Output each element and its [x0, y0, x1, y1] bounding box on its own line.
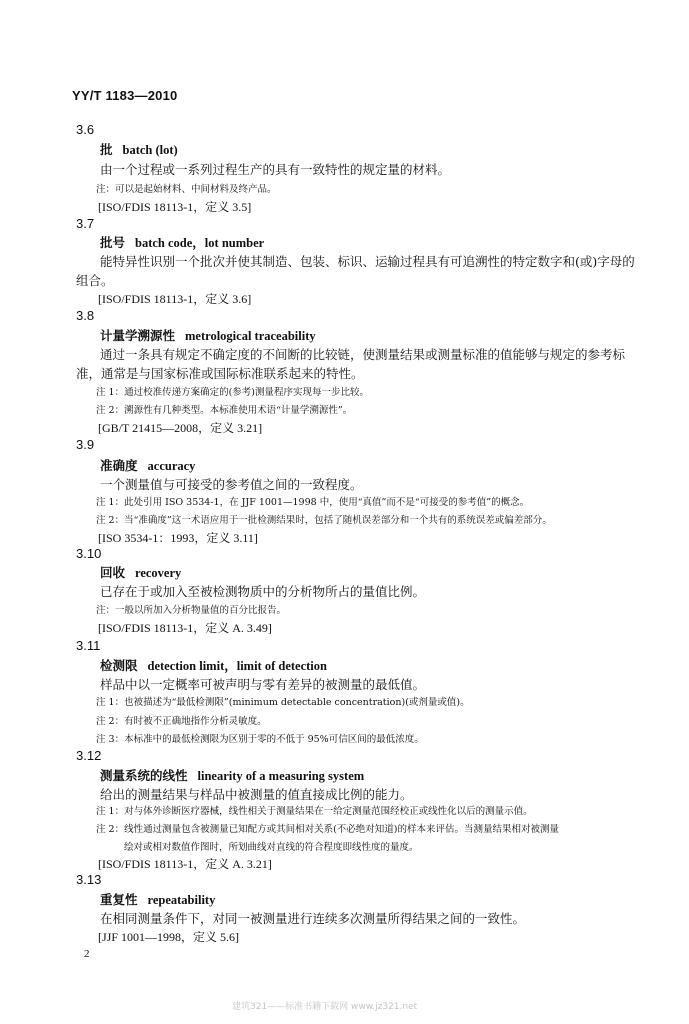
term-cn: 重复性	[100, 892, 138, 907]
definition-line: 组合。	[76, 273, 114, 288]
entry-term	[100, 766, 364, 784]
entry-term	[100, 233, 264, 251]
term-en: batch code，lot number	[135, 236, 265, 250]
entry-number: 3.9	[76, 437, 95, 452]
note-line: 注 2：当“准确度”这一术语应用于一批检测结果时，包括了随机误差部分和一个共有的系统误差或偏差部分。	[96, 515, 552, 526]
reference-line: [ISO/FDIS 18113-1，定义 3.6]	[98, 292, 252, 306]
term-cn: 批	[100, 142, 113, 157]
entry-term	[100, 563, 181, 581]
entry-number: 3.11	[76, 638, 101, 653]
term-en: metrological traceability	[185, 329, 316, 343]
entry-number: 3.12	[76, 748, 102, 763]
definition-line: 通过一条具有规定不确定度的不间断的比较链，使测量结果或测量标准的值能够与规定的参考标	[100, 347, 626, 362]
term-en: repeatability	[147, 893, 216, 907]
note-line: 注：可以是起始材料、中间材料及终产品。	[96, 184, 277, 195]
entry-term	[100, 140, 178, 158]
definition-line: 在相同测量条件下，对同一被测量进行连续多次测量所得结果之间的一致性。	[100, 911, 526, 926]
term-cn: 检测限	[100, 658, 138, 673]
watermark: 建筑321——标准书籍下载网 www.jz321.net	[232, 1002, 418, 1012]
definition-line: 由一个过程或一系列过程生产的具有一致特性的规定量的材料。	[100, 162, 451, 177]
entry-term	[100, 326, 316, 344]
definition-line: 一个测量值与可接受的参考值之间的一致程度。	[100, 477, 363, 492]
reference-line: [ISO/FDIS 18113-1，定义 A. 3.49]	[98, 621, 272, 635]
note-line: 注 1：通过校准传递方案确定的(参考)测量程序实现每一步比较。	[96, 387, 369, 398]
reference-line: [ISO/FDIS 18113-1，定义 A. 3.21]	[98, 857, 272, 871]
definition-line: 准，通常是与国家标准或国际标准联系起来的特性。	[76, 366, 364, 381]
reference-line: [ISO/FDIS 18113-1，定义 3.5]	[98, 200, 252, 214]
entry-term	[100, 656, 327, 674]
term-en: recovery	[135, 566, 182, 580]
standard-number: YY/T 1183—2010	[72, 88, 178, 103]
entry-number: 3.8	[76, 308, 95, 323]
term-cn: 准确度	[100, 458, 138, 473]
entry-term	[100, 890, 215, 908]
entry-number: 3.10	[76, 546, 102, 561]
term-en: accuracy	[147, 459, 196, 473]
term-en: detection limit，limit of detection	[147, 659, 327, 673]
entry-number: 3.6	[76, 122, 95, 137]
reference-line: [GB/T 21415—2008，定义 3.21]	[98, 421, 263, 435]
note-line: 注 1：对与体外诊断医疗器械，线性相关于测量结果在一给定测量范围经校正或线性化以后的测量示值。	[96, 806, 533, 817]
note-line: 注 2：有时被不正确地指作分析灵敏度。	[96, 716, 267, 727]
entry-term	[100, 456, 195, 474]
definition-line: 样品中以一定概率可被声明与零有差异的被测量的最低值。	[100, 677, 426, 692]
term-en: batch (lot)	[122, 143, 178, 157]
note-line: 注 1：此处引用 ISO 3534-1，在 JJF 1001—1998 中，使用“真值”而不是“可接受的参考值”的概念。	[96, 497, 530, 508]
reference-line: [ISO 3534-1：1993，定义 3.11]	[98, 531, 258, 545]
note-line: 注 1：也被描述为“最低检测限”(minimum detectable concentration)(或剂量或值)。	[96, 697, 470, 708]
reference-line: [JJF 1001—1998，定义 5.6]	[98, 930, 240, 944]
definition-line: 给出的测量结果与样品中被测量的值直接成比例的能力。	[100, 787, 413, 802]
page-number: 2	[84, 948, 90, 960]
definition-line: 已存在于或加入至被检测物质中的分析物所占的量值比例。	[100, 584, 426, 599]
term-cn: 批号	[100, 235, 126, 250]
definition-line: 能特异性识别一个批次并使其制造、包装、标识、运输过程具有可追溯性的特定数字和(或)字母的	[100, 254, 635, 269]
note-line: 注：一般以所加入分析物量值的百分比报告。	[96, 605, 287, 616]
note-line: 注 2：线性通过测量包含被测量已知配方或其间相对关系(不必绝对知道)的样本来评估。当测量结果相对被测量	[96, 824, 559, 835]
term-cn: 回收	[100, 565, 126, 580]
note-line: 绘对或相对数值作图时，所划曲线对直线的符合程度即线性度的量度。	[124, 842, 419, 853]
entry-number: 3.7	[76, 216, 95, 231]
term-en: linearity of a measuring system	[197, 769, 365, 783]
note-line: 注 3：本标准中的最低检测限为区别于零的不低于 95%可信区间的最低浓度。	[96, 734, 424, 745]
note-line: 注 2：溯源性有几种类型。本标准使用术语“计量学溯源性”。	[96, 405, 353, 416]
term-cn: 计量学溯源性	[100, 328, 176, 343]
entry-number: 3.13	[76, 872, 102, 887]
term-cn: 测量系统的线性	[100, 768, 188, 783]
